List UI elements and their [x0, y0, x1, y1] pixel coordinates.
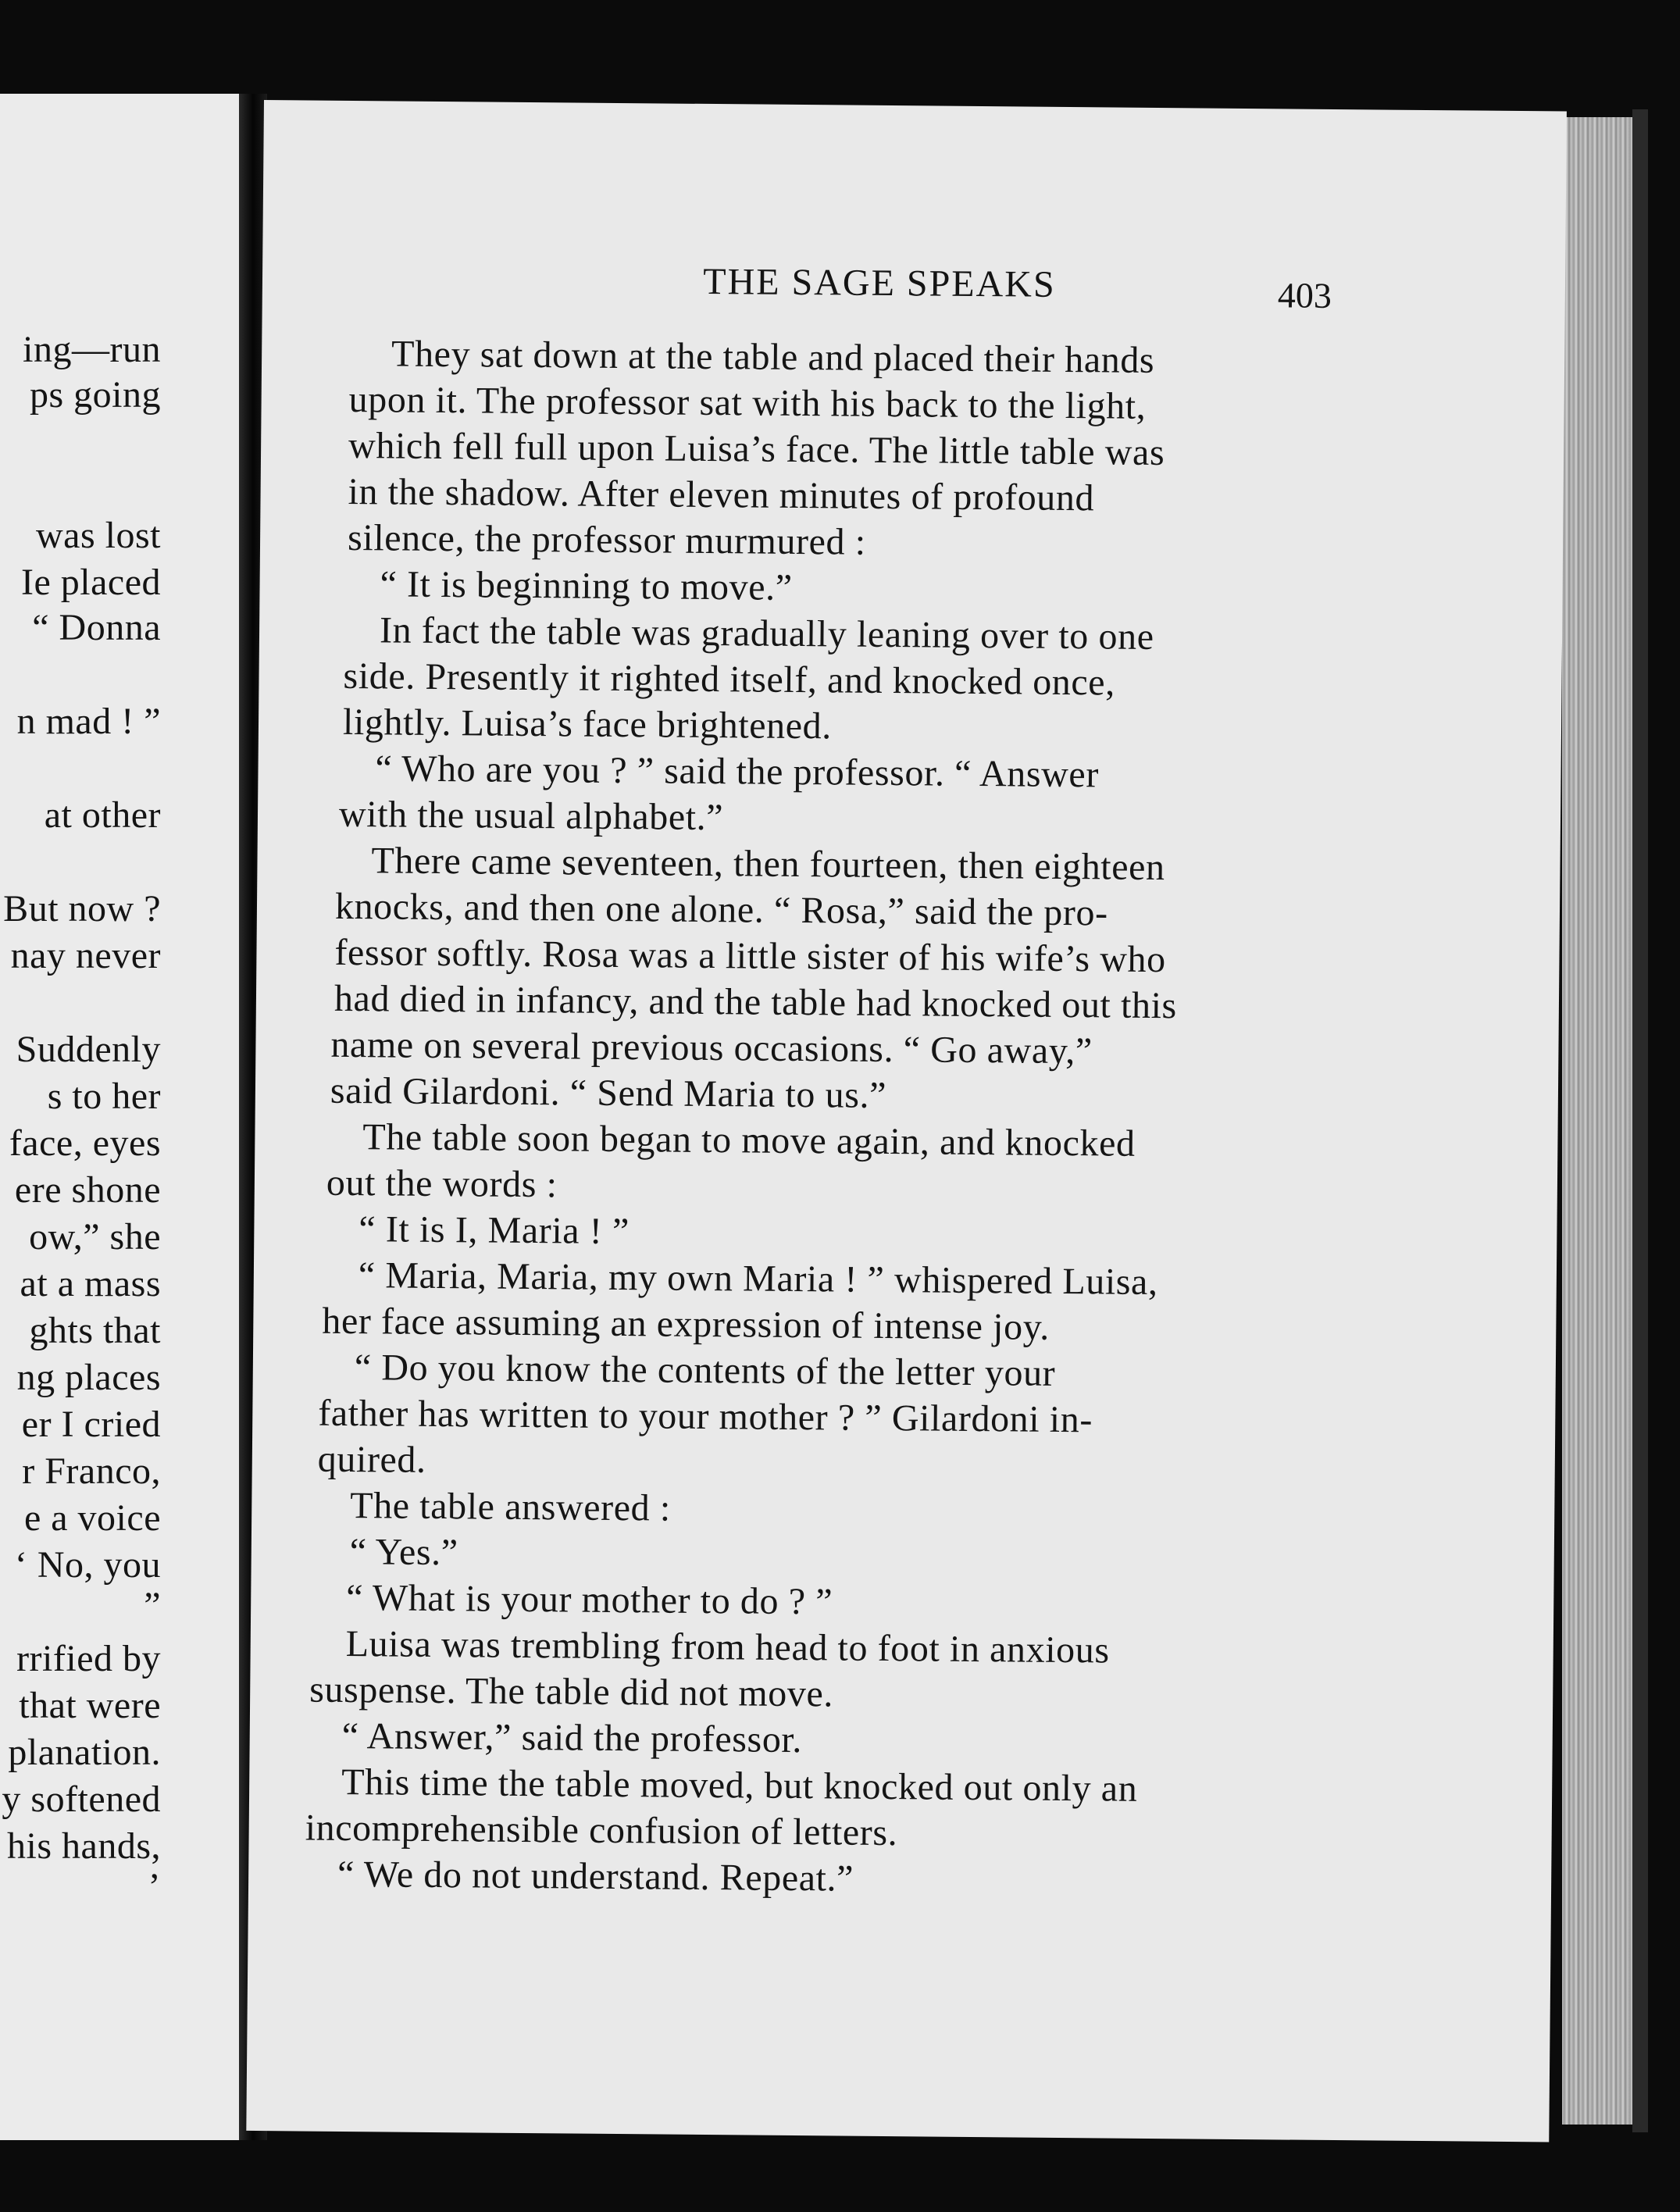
body-line: knocks, and then one alone. “ Rosa,” said the pro- — [334, 885, 1108, 934]
left-page-line: n mad ! ” — [16, 701, 161, 742]
body-line: “ Do you know the contents of the letter your — [354, 1347, 1056, 1394]
body-line: upon it. The professor sat with his back to the light, — [348, 378, 1147, 427]
page-number: 403 — [1277, 275, 1332, 316]
body-line: This time the table moved, but knocked out only an — [341, 1761, 1138, 1810]
left-page-line: planation. — [8, 1732, 161, 1773]
body-line: fessor softly. Rosa was a little sister of his wife’s who — [334, 931, 1166, 981]
left-page-line: face, eyes — [9, 1122, 161, 1164]
left-page-line: ere shone — [14, 1169, 161, 1211]
left-page-line: at a mass — [20, 1263, 161, 1304]
left-page-line: ing—run — [23, 329, 161, 370]
body-line: with the usual alphabet.” — [338, 793, 724, 839]
left-page-line: e a voice — [23, 1497, 161, 1539]
left-page-line: ‘ No, you — [14, 1544, 161, 1586]
body-line: out the words : — [326, 1161, 558, 1206]
body-line: The table answered : — [350, 1485, 672, 1529]
body-line: in the shadow. After eleven minutes of profound — [348, 470, 1095, 519]
body-line: suspense. The table did not move. — [309, 1668, 834, 1715]
left-page-line: ng places — [16, 1357, 161, 1398]
running-head: THE SAGE SPEAKS — [703, 260, 1056, 305]
body-line: quired. — [317, 1438, 426, 1481]
left-page-line: er I cried — [21, 1404, 161, 1445]
page-edges — [1562, 117, 1640, 2125]
cover-edge — [1632, 109, 1648, 2132]
body-line: There came seventeen, then fourteen, then eighteen — [371, 840, 1165, 889]
left-page-line: ’ — [148, 1866, 161, 1907]
body-line: The table soon began to move again, and knocked — [362, 1116, 1136, 1165]
left-page-line: ghts that — [29, 1310, 161, 1351]
body-line: incomprehensible confusion of letters. — [305, 1807, 898, 1854]
left-page-line: was lost — [36, 515, 161, 556]
left-page-line: Suddenly — [16, 1029, 161, 1070]
body-line: Luisa was trembling from head to foot in anxious — [345, 1622, 1110, 1671]
body-line: said Gilardoni. “ Send Maria to us.” — [330, 1069, 887, 1117]
body-line: silence, the professor murmured : — [347, 516, 866, 563]
body-line: father has written to your mother ? ” Gilardoni in- — [318, 1392, 1093, 1441]
body-line: side. Presently it righted itself, and knocked once, — [343, 655, 1116, 704]
left-page-line: s to her — [47, 1076, 161, 1117]
left-page-line: ” — [144, 1585, 161, 1626]
body-line: “ It is beginning to move.” — [380, 563, 793, 608]
body-line: “ We do not understand. Repeat.” — [337, 1853, 854, 1900]
body-line: They sat down at the table and placed their hands — [391, 333, 1155, 381]
left-page-line: at other — [44, 794, 161, 836]
left-page-line: y softened — [2, 1779, 161, 1820]
left-page-line: Ie placed — [20, 562, 161, 603]
left-page-line: “ Donna — [32, 607, 161, 648]
left-page-line: ow,” she — [29, 1216, 161, 1258]
body-line: “ Maria, Maria, my own Maria ! ” whispered Luisa, — [358, 1254, 1158, 1304]
left-page-line: his hands, — [7, 1825, 161, 1867]
right-page — [246, 100, 1567, 2142]
body-line: her face assuming an expression of intense joy. — [322, 1300, 1050, 1348]
left-page — [0, 94, 251, 2140]
left-page-line: rrified by — [16, 1638, 161, 1679]
body-line: “ Yes.” — [349, 1531, 458, 1574]
body-line: had died in infancy, and the table had knocked out this — [334, 977, 1178, 1027]
left-page-line: But now ? — [3, 888, 161, 929]
body-line: “ Answer,” said the professor. — [341, 1714, 803, 1761]
left-page-line: ps going — [29, 374, 161, 416]
left-page-line: nay never — [10, 935, 161, 976]
body-line: “ It is I, Maria ! ” — [358, 1208, 630, 1253]
body-line: “ Who are you ? ” said the professor. “ Answer — [375, 747, 1100, 796]
body-line: name on several previous occasions. “ Go away,” — [330, 1023, 1093, 1072]
body-line: “ What is your mother to do ? ” — [346, 1576, 833, 1623]
body-line: In fact the table was gradually leaning over to one — [379, 609, 1154, 658]
body-line: lightly. Luisa’s face brightened. — [342, 701, 833, 747]
left-page-line: that were — [19, 1685, 161, 1726]
body-line: which fell full upon Luisa’s face. The little table was — [348, 424, 1165, 474]
left-page-line: r Franco, — [22, 1450, 161, 1492]
